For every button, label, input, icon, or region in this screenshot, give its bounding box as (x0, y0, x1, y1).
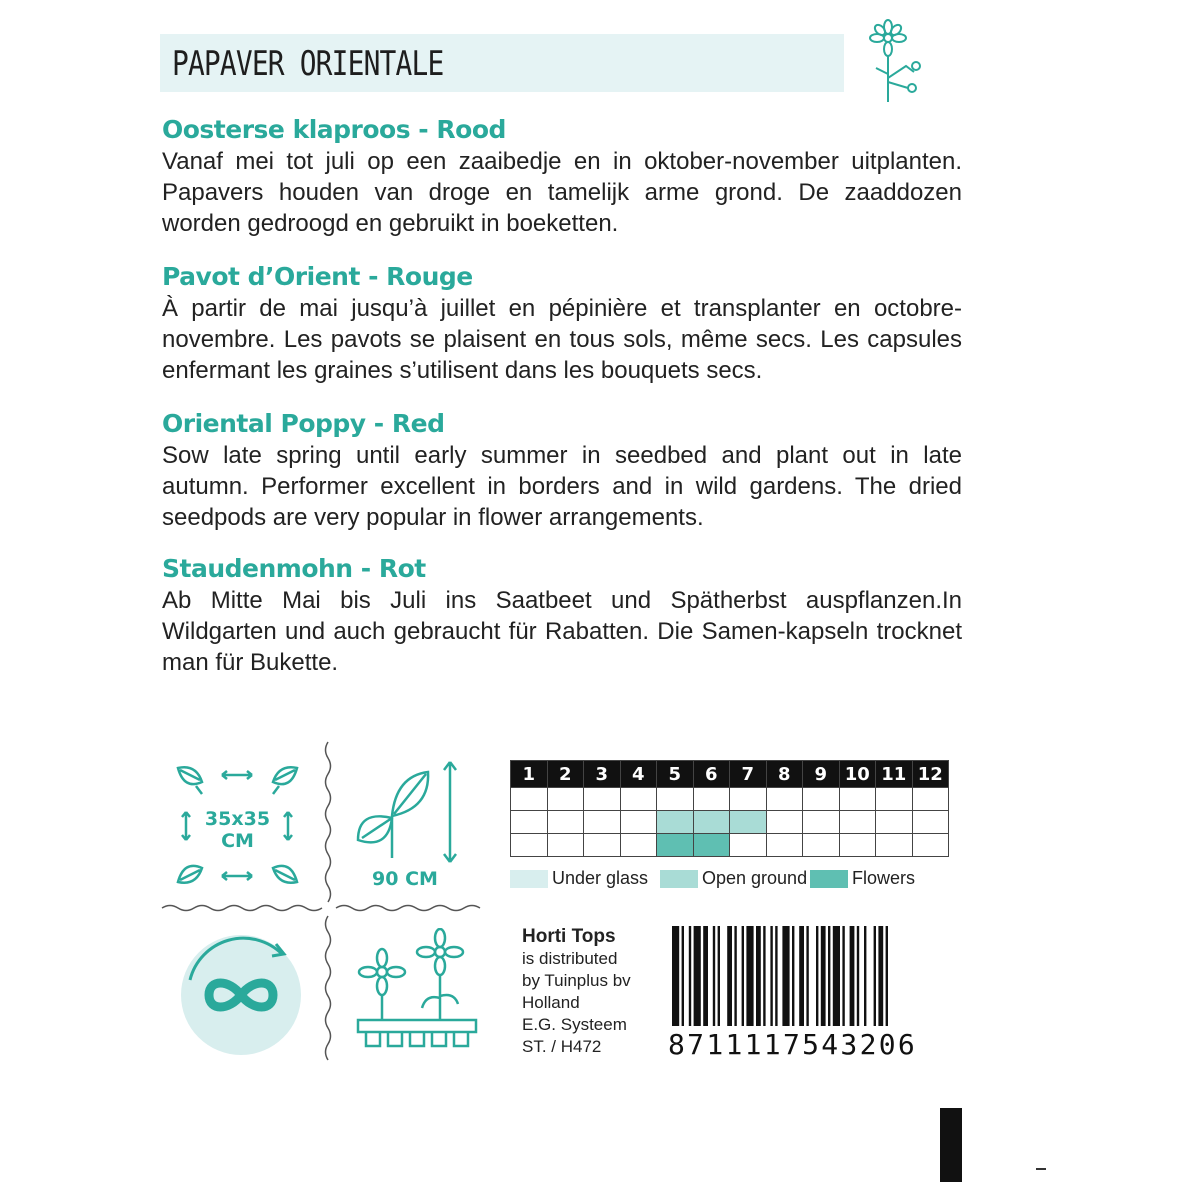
calendar-header-row (511, 761, 949, 788)
barcode-bar (672, 926, 679, 1026)
barcode-bar (682, 926, 684, 1026)
barcode-bar (756, 926, 761, 1026)
section-german (162, 553, 962, 678)
section-body: Vanaf mei tot juli op een zaaibedje en in oktober-november uitplanten. Papavers houden van droge en tamelijk arme grond. De zaaddozen worden gedroogd en gebruikt in boeketten. (162, 148, 962, 237)
calendar-cell (584, 834, 621, 857)
calendar-cell (547, 788, 584, 811)
calendar-cell (730, 811, 767, 834)
legend-label: Open ground (702, 868, 808, 888)
barcode-bar (782, 926, 789, 1026)
calendar-cell (693, 834, 730, 857)
calendar-cell (766, 834, 803, 857)
month-header: 4 (620, 761, 657, 788)
calendar-cell (657, 811, 694, 834)
plant-height-icon (352, 758, 472, 872)
barcode-bar (821, 926, 826, 1026)
month-header: 10 (839, 761, 876, 788)
calendar-cell (693, 788, 730, 811)
barcode-bar (770, 926, 772, 1026)
month-header: 5 (657, 761, 694, 788)
calendar-cell (876, 811, 913, 834)
month-header: 12 (912, 761, 949, 788)
barcode-bar (850, 926, 855, 1026)
barcode-bar (816, 926, 818, 1026)
calendar-cell (511, 811, 548, 834)
section-heading: Oriental Poppy - Red (162, 409, 445, 438)
print-mark-small (1036, 1168, 1046, 1170)
barcode-bar (833, 926, 840, 1026)
calendar-cell (584, 788, 621, 811)
barcode-bar (734, 926, 736, 1026)
calendar-row-open-ground (511, 811, 949, 834)
section-heading: Oosterse klaproos - Rood (162, 115, 506, 144)
legend-swatch (510, 870, 548, 888)
calendar-cell (876, 834, 913, 857)
legend-label: Under glass (552, 868, 649, 888)
barcode-bar (775, 926, 777, 1026)
barcode-bar (806, 926, 808, 1026)
calendar-cell (766, 788, 803, 811)
barcode-number: 8711117543206 (668, 1028, 918, 1061)
distributor-line: is distributed (522, 949, 618, 968)
calendar-cell (912, 834, 949, 857)
barcode-bar (874, 926, 876, 1026)
month-header: 7 (730, 761, 767, 788)
calendar-cell (511, 834, 548, 857)
calendar-cell (547, 811, 584, 834)
section-body: À partir de mai jusqu’à juillet en pépinière et transplanter en octobre-novembre. Les pavots se plaisent en tous sols, même secs. Les capsules enfermant les graines s’utilisent dans les bouquets secs. (162, 295, 962, 384)
legend-open-ground (660, 868, 807, 889)
barcode-bar (742, 926, 744, 1026)
section-body: Sow late spring until early summer in seedbed and plant out in late autumn. Performer excellent in borders and in wild gardens. The dried seedpods are very popular in flower arrangements. (162, 442, 962, 531)
barcode-bar (857, 926, 859, 1026)
calendar-cell (620, 834, 657, 857)
calendar-cell (730, 834, 767, 857)
legend-swatch (660, 870, 698, 888)
calendar-cell (730, 788, 767, 811)
infinity-icon (176, 930, 306, 1064)
distributor-info (522, 926, 631, 1058)
section-heading: Pavot d’Orient - Rouge (162, 262, 473, 291)
section-french (162, 261, 962, 386)
barcode-bar (718, 926, 720, 1026)
month-header: 1 (511, 761, 548, 788)
legend-swatch (810, 870, 848, 888)
barcode-bar (799, 926, 804, 1026)
calendar-cell (839, 834, 876, 857)
brand-name: Horti Tops (522, 926, 616, 947)
month-header: 3 (584, 761, 621, 788)
calendar-cell (693, 811, 730, 834)
distributor-line: by Tuinplus bv (522, 971, 631, 990)
distributor-line: E.G. Systeem (522, 1015, 627, 1034)
barcode-bar (703, 926, 708, 1026)
barcode-bar (842, 926, 844, 1026)
barcode-bar (746, 926, 753, 1026)
distributor-line: Holland (522, 993, 580, 1012)
height-label: 90 CM (372, 868, 438, 890)
calendar-cell (803, 811, 840, 834)
section-dutch (162, 114, 962, 239)
barcode-bar (828, 926, 830, 1026)
legend-label: Flowers (852, 868, 916, 888)
calendar-cell (839, 788, 876, 811)
barcode-bar (763, 926, 765, 1026)
sowing-calendar (510, 760, 949, 857)
calendar-cell (839, 811, 876, 834)
month-header: 8 (766, 761, 803, 788)
barcode-bar (689, 926, 691, 1026)
calendar-cell (766, 811, 803, 834)
page-title: PAPAVER ORIENTALE (172, 44, 444, 84)
calendar-cell (547, 834, 584, 857)
month-header: 9 (803, 761, 840, 788)
flower-logo-icon (868, 18, 932, 112)
calendar-cell (511, 788, 548, 811)
distributor-line: ST. / H472 (522, 1037, 602, 1056)
print-mark (940, 1108, 962, 1182)
calendar-cell (657, 834, 694, 857)
barcode-bar (694, 926, 701, 1026)
calendar-cell (620, 811, 657, 834)
seedling-tray-icon (352, 928, 482, 1062)
calendar-cell (876, 788, 913, 811)
calendar-cell (657, 788, 694, 811)
barcode (668, 926, 952, 1026)
calendar-cell (803, 788, 840, 811)
barcode-bar (713, 926, 715, 1026)
barcode-bar (878, 926, 883, 1026)
barcode-bar (727, 926, 732, 1026)
legend-flowers (810, 868, 915, 889)
month-header: 2 (547, 761, 584, 788)
month-header: 11 (876, 761, 913, 788)
title-band (160, 34, 844, 92)
barcode-bar (792, 926, 794, 1026)
barcode-bar (864, 926, 866, 1026)
section-heading: Staudenmohn - Rot (162, 554, 426, 583)
calendar-cell (803, 834, 840, 857)
calendar-row-under-glass (511, 788, 949, 811)
calendar-cell (584, 811, 621, 834)
month-header: 6 (693, 761, 730, 788)
section-body: Ab Mitte Mai bis Juli ins Saatbeet und Spätherbst auspflanzen.In Wildgarten und auch gebraucht für Rabatten. Die Samen-kapseln trocknet man für Bukette. (162, 587, 962, 676)
calendar-row-flowers (511, 834, 949, 857)
legend-under-glass (510, 868, 648, 889)
calendar-cell (620, 788, 657, 811)
barcode-bar (886, 926, 888, 1026)
calendar-cell (912, 811, 949, 834)
section-english (162, 408, 962, 533)
calendar-cell (912, 788, 949, 811)
spacing-label: 35x35 CM (204, 808, 271, 852)
